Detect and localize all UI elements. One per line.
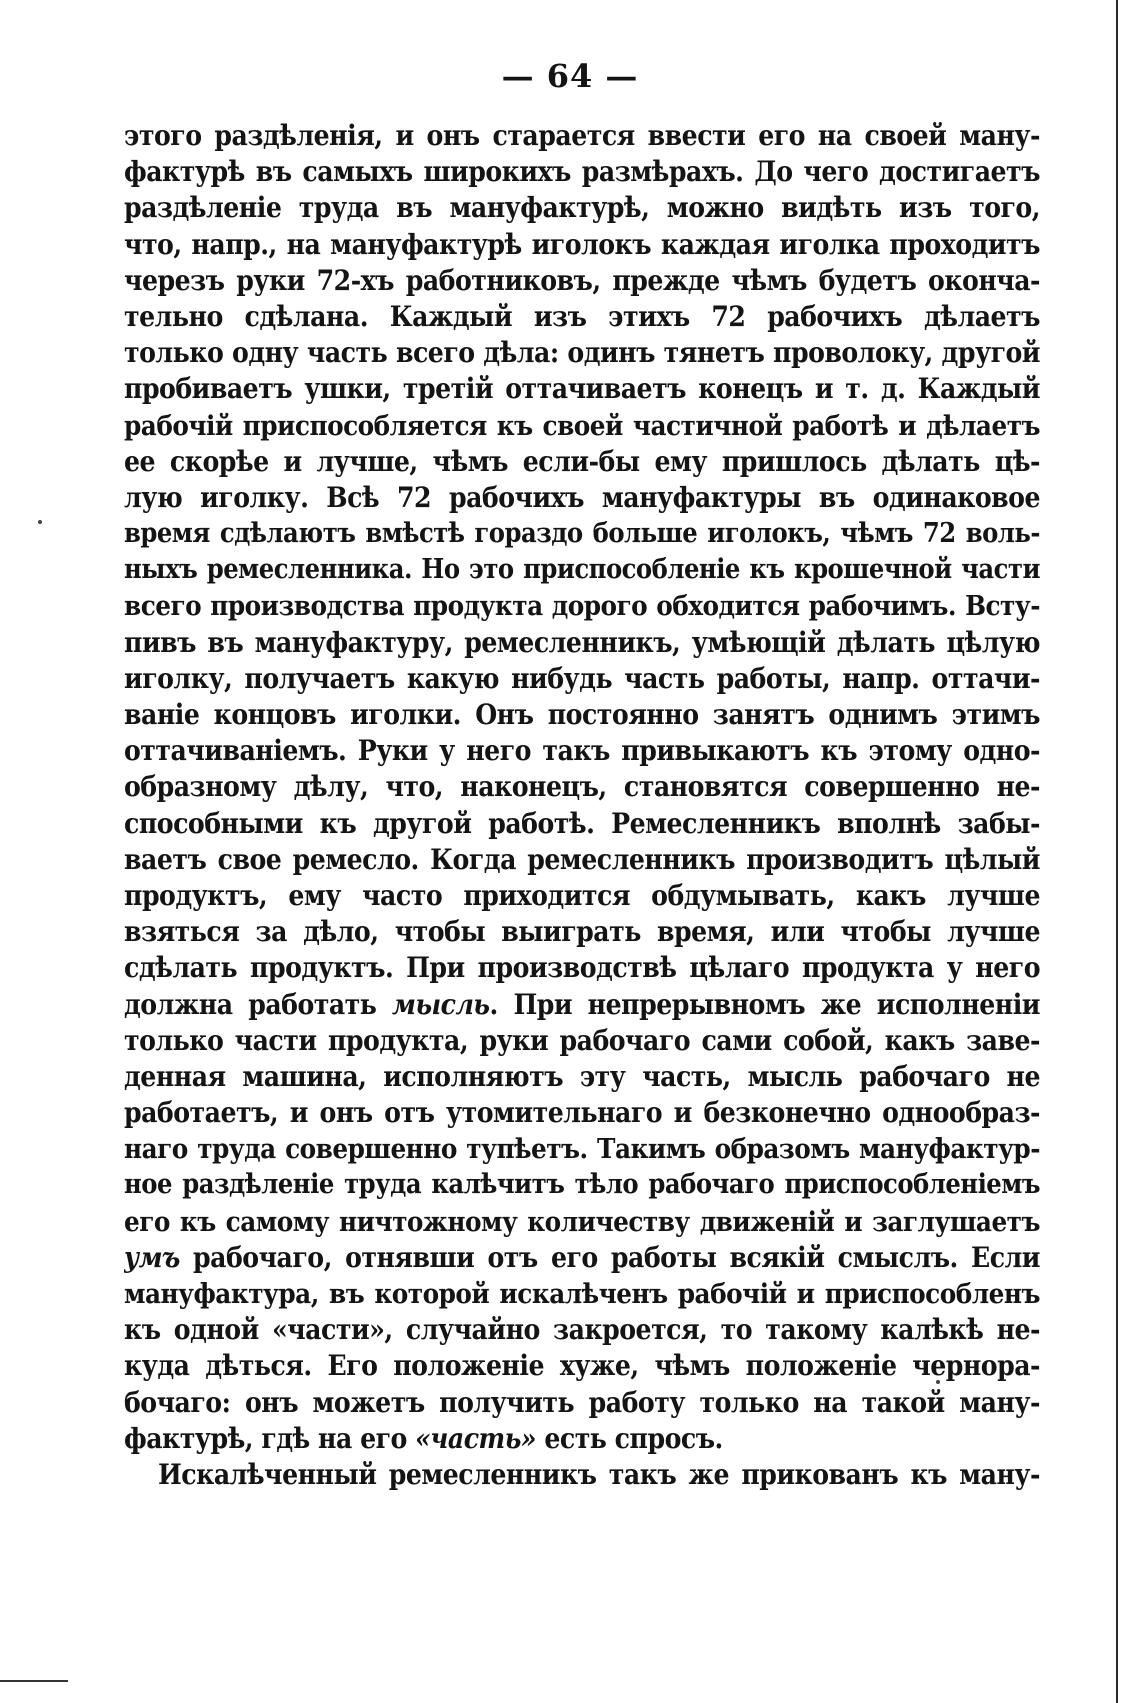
text-line: раздѣленіе труда въ мануфактурѣ, можно видѣть изъ того,: [124, 191, 1040, 225]
print-speck: [38, 520, 42, 524]
text-line: ее скорѣе и лучше, чѣмъ если-бы ему пришлось дѣлать цѣ-: [124, 444, 1040, 478]
text-line: всего производства продукта дорого обходится рабочимъ. Всту-: [124, 590, 1040, 623]
text-line: рабочій приспособляется къ своей частичной работѣ и дѣлаетъ: [124, 409, 1040, 442]
text-line: взяться за дѣло, чтобы выиграть время, или чтобы лучше: [124, 915, 1040, 949]
text-run: фактурѣ, гдѣ на его: [124, 1421, 416, 1455]
paragraph-1-part-c: [124, 1276, 1040, 1421]
text-run: должна работать: [124, 987, 393, 1021]
text-line: только части продукта, руки рабочаго сами собой, какъ заве-: [124, 1023, 1040, 1057]
text-line: наго труда совершенно тупѣетъ. Такимъ образомъ мануфактур-: [124, 1133, 1040, 1166]
text-line: что, напр., на мануфактурѣ иголокъ каждая иголка проходитъ: [124, 227, 1040, 261]
text-line: [124, 987, 1040, 1023]
text-line: тельно сдѣлана. Каждый изъ этихъ 72 рабочихъ дѣлаетъ: [124, 299, 1040, 333]
text-line: денная машина, исполняютъ эту часть, мысль рабочаго не: [124, 1059, 1040, 1093]
text-line: оттачиваніемъ. Руки у него такъ привыкаютъ къ этому одно-: [124, 734, 1040, 768]
text-line: продуктъ, ему часто приходится обдумывать, какъ лучше: [124, 878, 1040, 912]
text-line: образному дѣлу, что, наконецъ, становятся совершенно не-: [124, 770, 1040, 804]
paragraph-1-part-b: [124, 1023, 1040, 1240]
margin-mark: [0, 1680, 68, 1682]
text-line: только одну часть всего дѣла: одинъ тянетъ проволоку, другой: [124, 336, 1040, 370]
text-run: рабочаго, отнявши отъ его работы всякій смыслъ. Если: [179, 1240, 1040, 1274]
text-line: къ одной «части», случайно закроется, то такому калѣкѣ не-: [124, 1313, 1040, 1347]
emphasis-text: мысль: [392, 987, 490, 1021]
text-run: есть спросъ.: [536, 1421, 723, 1455]
text-line: ныхъ ремесленника. Но это приспособленіе къ крошечной части: [124, 554, 1040, 586]
text-line: фактурѣ въ самыхъ широкихъ размѣрахъ. До чего достигаетъ: [124, 155, 1040, 189]
text-line: иголку, получаетъ какую нибудь часть работы, напр. оттачи-: [124, 661, 1040, 695]
text-line: ное раздѣленіе труда калѣчитъ тѣло рабочаго приспособленіемъ: [124, 1169, 1040, 1201]
text-line: черезъ руки 72-хъ работниковъ, прежде чѣмъ будетъ оконча-: [124, 263, 1040, 297]
text-line: лую иголку. Всѣ 72 рабочихъ мануфактуры въ одинаковое: [124, 480, 1040, 514]
text-line: работаетъ, и онъ отъ утомительнаго и безконечно однообраз-: [124, 1096, 1040, 1130]
paragraph-2-first-line: Искалѣченный ремесленникъ такъ же прикованъ къ ману-: [158, 1457, 1040, 1491]
page-number: — 64 —: [501, 57, 639, 95]
text-line: пробиваетъ ушки, третій оттачиваетъ конецъ и т. д. Каждый: [124, 372, 1040, 406]
text-line: время сдѣлаютъ вмѣстѣ гораздо больше иголокъ, чѣмъ 72 воль-: [124, 518, 1040, 550]
body-text: [124, 118, 1040, 1493]
text-run: . При непрерывномъ же исполненіи: [489, 987, 1040, 1021]
text-line: способными къ другой работѣ. Ремесленникъ вполнѣ забы-: [124, 806, 1040, 840]
text-line: мануфактура, въ которой искалѣченъ рабочій и приспособленъ: [124, 1278, 1040, 1310]
text-line: этого раздѣленія, и онъ старается ввести его на своей ману-: [124, 119, 1040, 152]
emphasis-text: умъ: [124, 1240, 180, 1274]
text-line: [124, 1240, 1040, 1276]
text-line: ваніе концовъ иголки. Онъ постоянно занятъ однимъ этимъ: [124, 698, 1040, 731]
text-line: его къ самому ничтожному количеству движеній и заглушаетъ: [124, 1205, 1040, 1238]
text-line: сдѣлать продуктъ. При производствѣ цѣлаго продукта у него: [124, 951, 1040, 985]
text-line: бочаго: онъ можетъ получить работу только на такой ману-: [124, 1385, 1040, 1419]
text-line: пивъ въ мануфактуру, ремесленникъ, умѣющій дѣлать цѣлую: [124, 625, 1040, 659]
text-line: ваетъ свое ремесло. Когда ремесленникъ производитъ цѣлый: [124, 842, 1040, 876]
text-line: куда дѣться. Его положеніе хуже, чѣмъ положеніе чернора-: [124, 1349, 1040, 1383]
page-edge-rule: [1116, 0, 1118, 1703]
paragraph-1-part-a: [124, 118, 1040, 987]
text-line: [124, 1421, 1040, 1457]
emphasis-text: «часть»: [415, 1421, 537, 1455]
